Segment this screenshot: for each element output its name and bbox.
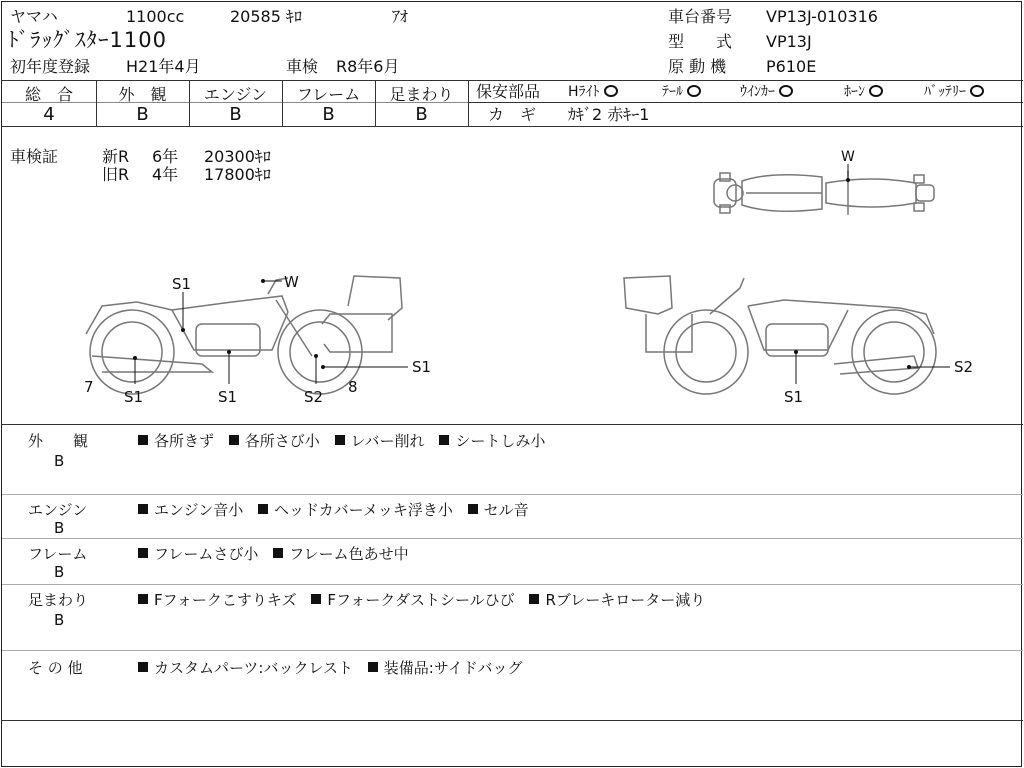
type-label: 型 式 [668,32,733,51]
inspection-value: R8年6月 [336,57,400,76]
grade-value-frame: B [322,104,335,125]
note-label-frame: フレーム [28,545,88,563]
certificate-old-years: 4年 [152,165,179,184]
grade-value-engine: B [229,104,242,125]
certificate-new-years: 6年 [152,147,179,166]
mark-s1-engine-right: S1 [784,388,804,406]
status-ok-icon [970,85,984,97]
grade-value-exterior: B [136,104,149,125]
grade-header-exterior: 外 観 [118,85,167,104]
certificate-label: 車検証 [10,147,59,166]
certificate-old-km: 17800ｷﾛ [204,165,271,184]
safety-item-winker: ｳｲﾝｶｰ [740,83,793,101]
type-value: VP13J [766,32,812,51]
motorcycle-top-view [702,147,952,222]
note-grade-engine: B [54,519,65,537]
key-value: ｶｷﾞ2 赤ｷｰ1 [568,105,650,124]
grade-header-engine: エンジン [203,85,268,104]
status-ok-icon [779,85,793,97]
note-items-exterior: 各所きず 各所さび小 レバー削れ シートしみ小 [138,430,555,451]
note-label-other: そ の 他 [28,659,83,677]
color: ｱｵ [392,7,409,26]
safety-item-horn: ﾎｰﾝ [844,83,883,101]
displacement: 1100cc [126,7,185,26]
note-grade-frame: B [54,563,65,581]
safety-item-battery: ﾊﾞｯﾃﾘｰ [924,83,984,101]
inspection-label: 車検 [286,57,319,76]
mark-7: 7 [84,378,94,396]
mark-s2-fork: S2 [304,388,324,406]
frame-no-value: VP13J-010316 [766,7,878,26]
safety-label: 保安部品 [476,82,541,101]
grade-value-suspension: B [415,104,428,125]
mark-s1-engine: S1 [218,388,238,406]
model-name: ﾄﾞﾗｯｸﾞｽﾀｰ1100 [8,28,167,52]
certificate-old-label: 旧R [102,165,130,184]
mark-s1-seat: S1 [172,275,192,293]
note-label-exterior: 外 観 [28,432,89,450]
status-ok-icon [869,85,883,97]
mark-w-mirror: W [284,273,299,291]
grade-header-suspension: 足まわり [389,85,454,104]
engine-label: 原 動 機 [668,57,727,76]
mark-s1-wheel: S1 [412,358,432,376]
mark-top-w: W [841,149,855,165]
mark-s1-exhaust: S1 [124,388,144,406]
mileage: 20585 ｷﾛ [230,7,302,26]
note-label-suspension: 足まわり [28,591,89,609]
status-ok-icon [604,85,618,97]
safety-item-headlight: Hﾗｲﾄ [568,83,618,101]
inspection-sheet [1,1,1022,767]
status-ok-icon [687,85,701,97]
first-registration-value: H21年4月 [126,57,201,76]
note-items-frame: フレームさび小 フレーム色あせ中 [138,543,419,564]
certificate-new-km: 20300ｷﾛ [204,147,271,166]
mark-s2-rear: S2 [954,358,974,376]
note-items-other: カスタムパーツ:バックレスト 装備品:サイドバッグ [138,657,533,678]
grade-value-overall: 4 [43,104,55,125]
key-label: カ ギ [488,105,537,124]
motorcycle-right-view [614,264,994,414]
engine-value: P610E [766,57,817,76]
motorcycle-left-view [62,264,462,414]
frame-no-label: 車台番号 [668,7,733,26]
note-grade-suspension: B [54,611,65,629]
mark-8: 8 [348,378,358,396]
grade-header-frame: フレーム [296,85,361,104]
first-registration-label: 初年度登録 [10,57,91,76]
note-grade-exterior: B [54,452,65,470]
grade-header-overall: 総 合 [24,85,73,104]
safety-item-tail: ﾃｰﾙ [662,83,701,101]
certificate-new-label: 新R [102,147,130,166]
note-items-suspension: Fフォークこすりキズ Fフォークダストシールひび Rブレーキローター減り [138,589,715,610]
maker: ヤマハ [10,7,58,26]
note-items-engine: エンジン音小 ヘッドカバーメッキ浮き小 セル音 [138,499,539,520]
note-label-engine: エンジン [28,501,88,519]
